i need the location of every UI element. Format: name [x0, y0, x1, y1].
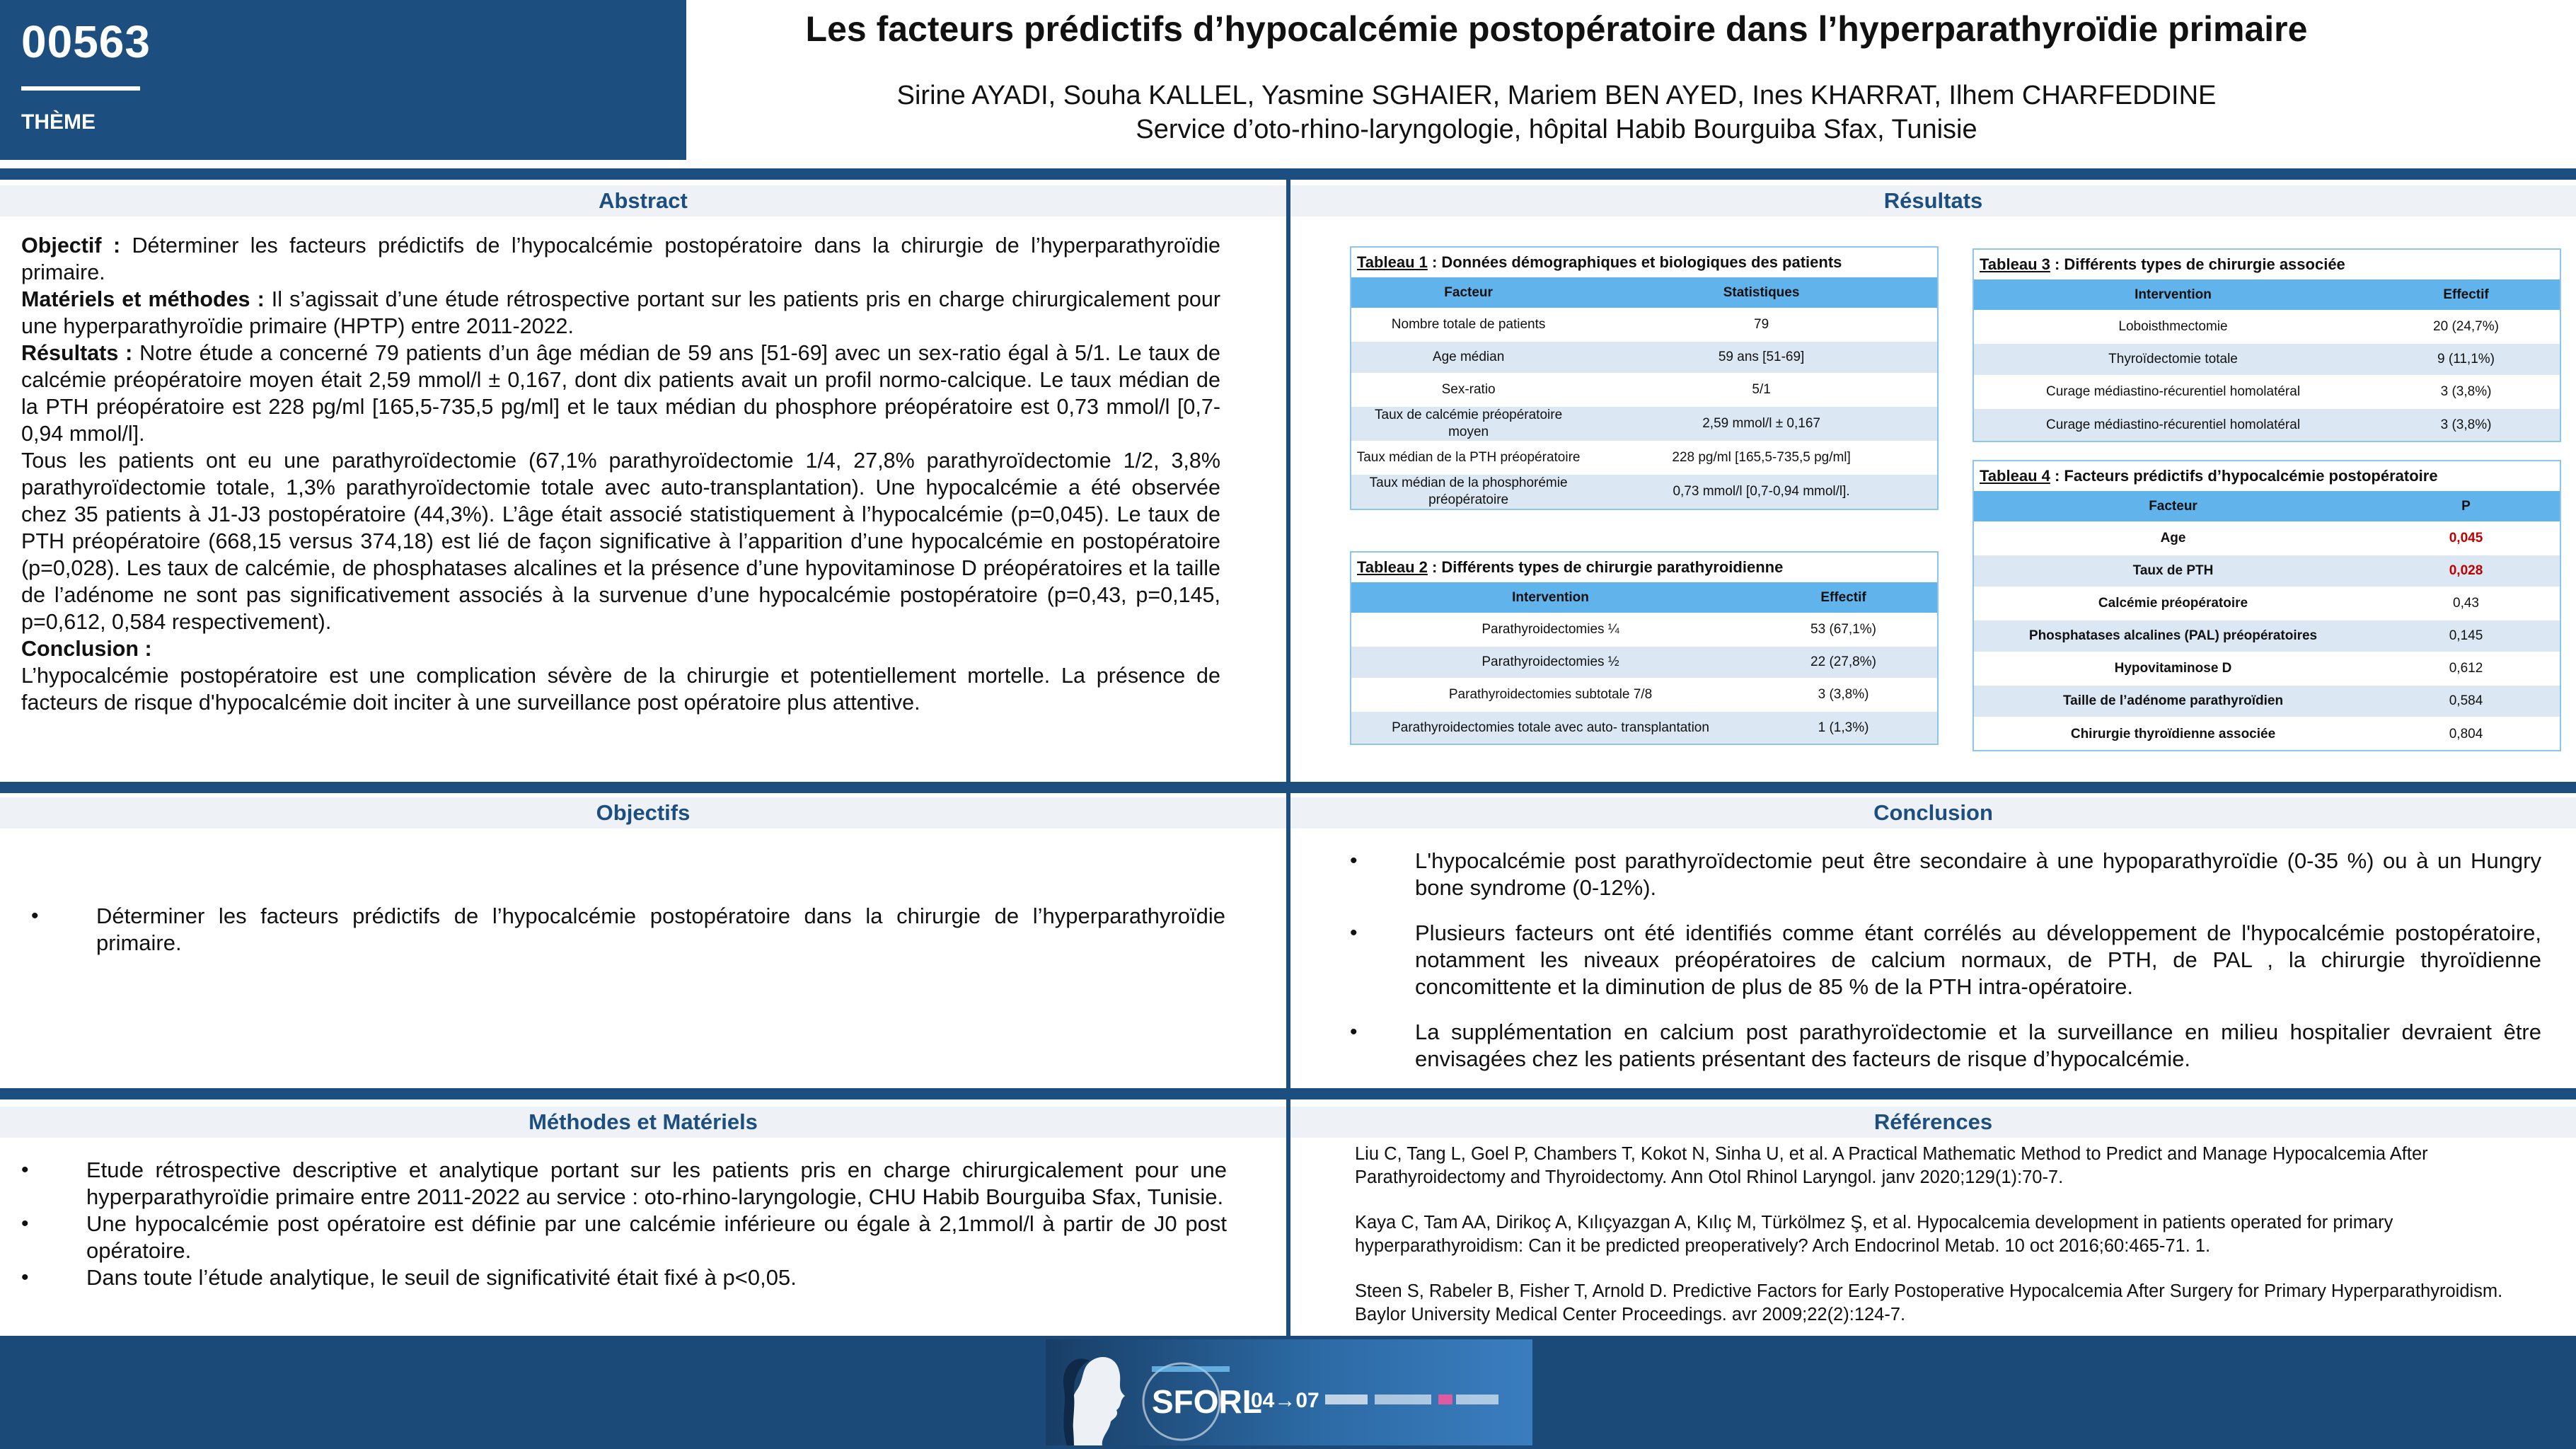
table-cell-value: 3 (3,8%) — [2372, 408, 2560, 441]
table-cell-label: Parathyroidectomies ½ — [1351, 646, 1750, 679]
table-cell-label: Sex-ratio — [1351, 374, 1586, 406]
abstract-results-text: Notre étude a concerné 79 patients d’un âge médian de 59 ans [51-69] avec un sex-ratio égal à 5/1. Le taux de calcémie préopératoire moyen était 2,59 mmol/l ± 0,167, dont dix patients avait un profil normo-calcique. Le taux médian de la PTH préopératoire est 228 pg/ml [165,5-735,5 pg/ml] et le taux médian du phosphore préopératoire est 0,73 mmol/l [0,7-0,94 mmol/l]. — [21, 341, 1220, 446]
methods-list — [21, 1157, 1227, 1291]
bullet-icon: • — [21, 1212, 29, 1235]
table-cell-label: Age — [1974, 522, 2372, 555]
bullet-icon: • — [21, 1158, 29, 1182]
table-cell-value: 0,045 — [2372, 522, 2560, 555]
table-caption: Tableau 1 : Données démographiques et biologiques des patients — [1357, 253, 1842, 271]
list-item — [1350, 920, 2541, 1000]
table-cell-label: Curage médiastino-récurentiel homolatéral — [1974, 408, 2372, 441]
list-item-text: Déterminer les facteurs prédictifs de l’hypocalcémie postopératoire dans la chirurgie de l’hyperparathyroïdie primaire. — [96, 904, 1225, 955]
table-cell-label: Parathyroidectomies totale avec auto- transplantation — [1351, 711, 1750, 744]
conclusion-list — [1350, 848, 2541, 1091]
table-cell-value: 228 pg/ml [165,5-735,5 pg/ml] — [1586, 441, 1937, 474]
table-cell-label: Taux médian de la PTH préopératoire — [1351, 441, 1586, 474]
table-header-cell: Intervention — [1351, 582, 1750, 613]
table-row — [1351, 374, 1937, 406]
table-row — [1351, 613, 1937, 646]
logo-text: SFORL — [1152, 1383, 1262, 1420]
bullet-icon: • — [1350, 849, 1358, 872]
list-item-text: Etude rétrospective descriptive et analytique portant sur les patients pris en charge chirurgicalement pour une hyperparathyroïdie primaire entre 2011-2022 au service : oto-rhino-laryngologie, CHU Habib Bourguiba Sfax, Tunisie. — [86, 1158, 1227, 1209]
table-header-cell: P — [2372, 491, 2560, 522]
table-header-cell: Intervention — [1974, 279, 2372, 311]
abstract-results-text-2: Tous les patients ont eu une parathyroïdectomie (67,1% parathyroïdectomie 1/4, 27,8% parathyroïdectomie 1/2, 3,8% parathyroïdectomie totale, 1,3% parathyroïdectomie totale avec auto-transplantation). Une hypocalcémie a été observée chez 35 patients à J1-J3 postopératoire (44,3%). L’âge était associé statistiquement à l’hypocalcémie (p=0,045). Le taux de PTH préopératoire (668,15 versus 374,18) est lié de façon significative à l’apparition d’une hypocalcémie en postopératoire (p=0,028). Les taux de calcémie, de phosphatases alcalines et la présence d’une hypovitaminose D préopératoires et la taille de l’adénome ne sont pas significativement associés à la survenue d’une hypocalcémie postopératoire (p=0,43, p=0,145, p=0,612, 0,584 respectivement). — [21, 449, 1220, 634]
table-row — [1974, 311, 2560, 343]
table-demographics — [1350, 246, 1939, 510]
column-divider — [1286, 180, 1290, 782]
section-header-objectives: Objectifs — [0, 797, 1286, 829]
table-row — [1974, 620, 2560, 652]
list-item — [21, 1264, 1227, 1291]
table-cell-label: Nombre totale de patients — [1351, 308, 1586, 341]
table-cell-label: Taille de l’adénome parathyroïdien — [1974, 685, 2372, 717]
table-caption: Tableau 3 : Différents types de chirurgie associée — [1980, 255, 2345, 273]
table-row — [1351, 406, 1937, 441]
table-row — [1974, 343, 2560, 376]
table-cell-value: 0,028 — [2372, 555, 2560, 587]
table-cell-value: 53 (67,1%) — [1750, 613, 1937, 646]
list-item — [1350, 848, 2541, 901]
abstract-objective-label: Objectif : — [21, 233, 121, 258]
table-cell-value: 0,612 — [2372, 652, 2560, 685]
table-caption: Tableau 2 : Différents types de chirurgie parathyroidienne — [1357, 558, 1784, 576]
abstract-conclusion-label: Conclusion : — [21, 637, 152, 661]
table-cell-value: 5/1 — [1586, 374, 1937, 406]
bullet-icon: • — [1350, 921, 1358, 945]
section-header-abstract: Abstract — [0, 185, 1286, 217]
table-cell-label: Curage médiastino-récurentiel homolatéral — [1974, 376, 2372, 408]
section-header-methods: Méthodes et Matériels — [0, 1107, 1286, 1138]
table-predictive-factors — [1973, 460, 2561, 751]
table-cell-value: 0,584 — [2372, 685, 2560, 717]
table-cell-label: Loboisthmectomie — [1974, 311, 2372, 343]
list-item-text: Dans toute l’étude analytique, le seuil de significativité était fixé à p<0,05. — [86, 1265, 797, 1290]
column-divider — [1286, 793, 1290, 1088]
table-row — [1974, 522, 2560, 555]
references-list — [1355, 1143, 2515, 1349]
table-row — [1351, 679, 1937, 711]
table-cell-label: Taux médian de la phosphorémie préopératoire — [1351, 474, 1586, 509]
table-cell-label: Parathyroidectomies ¼ — [1351, 613, 1750, 646]
table-cell-value: 22 (27,8%) — [1750, 646, 1937, 679]
objectives-list — [31, 903, 1225, 957]
table-row — [1974, 376, 2560, 408]
section-header-conclusion: Conclusion — [1290, 797, 2576, 829]
table-row — [1974, 717, 2560, 750]
table-header-cell: Statistiques — [1586, 277, 1937, 308]
table-cell-value: 0,804 — [2372, 717, 2560, 750]
abstract-methods-label: Matériels et méthodes : — [21, 287, 265, 311]
authors: Sirine AYADI, Souha KALLEL, Yasmine SGHAIER, Mariem BEN AYED, Ines KHARRAT, Ilhem CHARFEDDINE — [896, 81, 2217, 110]
table-header-cell: Effectif — [1750, 582, 1937, 613]
reference-item: Liu C, Tang L, Goel P, Chambers T, Kokot N, Sinha U, et al. A Practical Mathematic Method to Predict and Manage Hypocalcemia After Parathyroidectomy and Thyroidectomy. Ann Otol Rhinol Laryngol. janv 2020;129(1):70-7. — [1355, 1144, 2428, 1187]
affiliation: Service d’oto-rhino-laryngologie, hôpital Habib Bourguiba Sfax, Tunisie — [1136, 115, 1977, 144]
table-row — [1974, 685, 2560, 717]
reference-item: Steen S, Rabeler B, Fisher T, Arnold D. Predictive Factors for Early Postoperative Hypocalcemia After Surgery for Primary Hyperparathyroidism. Baylor University Medical Center Proceedings. avr 2009;22(2):124-7. — [1355, 1281, 2503, 1324]
list-item — [21, 1157, 1227, 1211]
table-row — [1974, 555, 2560, 587]
section-header-results: Résultats — [1290, 185, 2576, 217]
table-row — [1351, 474, 1937, 509]
table-cell-value: 3 (3,8%) — [1750, 679, 1937, 711]
table-cell-value: 1 (1,3%) — [1750, 711, 1937, 744]
table-cell-value: 3 (3,8%) — [2372, 376, 2560, 408]
abstract-objective-text: Déterminer les facteurs prédictifs de l’hypocalcémie postopératoire dans la chirurgie de l’hyperparathyroïdie primaire. — [21, 233, 1220, 284]
table-cell-value: 0,73 mmol/l [0,7-0,94 mmol/l]. — [1586, 474, 1937, 509]
table-cell-value: 20 (24,7%) — [2372, 311, 2560, 343]
divider-band — [0, 782, 2576, 793]
list-item-text: Plusieurs facteurs ont été identifiés comme étant corrélés au développement de l'hypocalcémie postopératoire, notamment les niveaux préopératoires de calcium normaux, de PTH, de PAL , la chirurgie thyroïdienne concomittente et la diminution de plus de 85 % de la PTH intra-opératoire. — [1415, 920, 2541, 999]
poster-title: Les facteurs prédictifs d’hypocalcémie postopératoire dans l’hyperparathyroïdie primaire — [805, 9, 2308, 49]
table-parathyroid-surgery — [1350, 551, 1939, 745]
sforl-logo-graphic — [1046, 1339, 1532, 1445]
reference-item: Kaya C, Tam AA, Dirikoç A, Kılıçyazgan A, Kılıç M, Türkölmez Ş, et al. Hypocalcemia development in patients operated for primary hyperparathyroidism: Can it be predicted preoperatively? Arch Endocrinol Metab. 10 oct 2016;60:465-71. 1. — [1355, 1213, 2393, 1256]
table-cell-value: 9 (11,1%) — [2372, 343, 2560, 376]
column-divider — [1286, 1099, 1290, 1336]
list-item-text: Une hypocalcémie post opératoire est définie par une calcémie inférieure ou égale à 2,1mmol/l à partir de J0 post opératoire. — [86, 1211, 1227, 1263]
table-row — [1974, 652, 2560, 685]
table-cell-value: 0,145 — [2372, 620, 2560, 652]
abstract-conclusion-text: L’hypocalcémie postopératoire est une complication sévère de la chirurgie et potentiellement mortelle. La présence de facteurs de risque d'hypocalcémie doit inciter à une surveillance post opératoire plus attentive. — [21, 664, 1220, 715]
abstract-results-label: Résultats : — [21, 341, 133, 365]
table-row — [1974, 408, 2560, 441]
table-cell-label: Phosphatases alcalines (PAL) préopératoires — [1974, 620, 2372, 652]
bullet-icon: • — [1350, 1020, 1358, 1044]
abstract-methods-text: Il s’agissait d’une étude rétrospective portant sur les patients pris en charge chirurgicalement pour une hyperparathyroïdie primaire (HPTP) entre 2011-2022. — [21, 287, 1220, 338]
abstract-body — [21, 232, 1220, 716]
table-row — [1351, 441, 1937, 474]
table-caption: Tableau 4 : Facteurs prédictifs d’hypocalcémie postopératoire — [1980, 467, 2438, 485]
logo-date: 04→07 — [1251, 1389, 1319, 1412]
bullet-icon: • — [31, 904, 39, 928]
table-cell-label: Hypovitaminose D — [1974, 652, 2372, 685]
table-cell-label: Taux de calcémie préopératoire moyen — [1351, 406, 1586, 441]
table-cell-label: Taux de PTH — [1974, 555, 2372, 587]
table-cell-value: 2,59 mmol/l ± 0,167 — [1586, 406, 1937, 441]
table-cell-value: 79 — [1586, 308, 1937, 341]
list-item-text: La supplémentation en calcium post parathyroïdectomie et la surveillance en milieu hospitalier devraient être envisagées chez les patients présentant des facteurs de risque d’hypocalcémie. — [1415, 1020, 2541, 1071]
list-item-text: L'hypocalcémie post parathyroïdectomie peut être secondaire à une hypoparathyroïdie (0-35 %) ou à un Hungry bone syndrome (0-12%). — [1415, 848, 2541, 900]
table-row — [1351, 308, 1937, 341]
table-row — [1351, 711, 1937, 744]
divider-band — [0, 168, 2576, 180]
list-item — [1350, 1019, 2541, 1073]
table-cell-label: Thyroïdectomie totale — [1974, 343, 2372, 376]
table-header-cell: Facteur — [1974, 491, 2372, 522]
table-cell-label: Calcémie préopératoire — [1974, 587, 2372, 620]
table-cell-label: Parathyroidectomies subtotale 7/8 — [1351, 679, 1750, 711]
table-cell-value: 0,43 — [2372, 587, 2560, 620]
list-item — [21, 1211, 1227, 1264]
sforl-logo — [1046, 1339, 1532, 1445]
poster-id-box — [0, 0, 686, 160]
list-item — [31, 903, 1225, 957]
theme-label: THÈME — [21, 110, 96, 134]
table-cell-value: 59 ans [51-69] — [1586, 341, 1937, 374]
table-header-cell: Effectif — [2372, 279, 2560, 311]
bullet-icon: • — [21, 1266, 29, 1289]
table-row — [1351, 646, 1937, 679]
poster-id: 00563 — [21, 16, 151, 67]
id-underline — [21, 86, 140, 91]
table-row — [1974, 587, 2560, 620]
table-cell-label: Chirurgie thyroïdienne associée — [1974, 717, 2372, 750]
table-row — [1351, 341, 1937, 374]
table-header-cell: Facteur — [1351, 277, 1586, 308]
table-associated-surgery — [1973, 248, 2561, 442]
section-header-references: Références — [1290, 1107, 2576, 1138]
table-cell-label: Age médian — [1351, 341, 1586, 374]
